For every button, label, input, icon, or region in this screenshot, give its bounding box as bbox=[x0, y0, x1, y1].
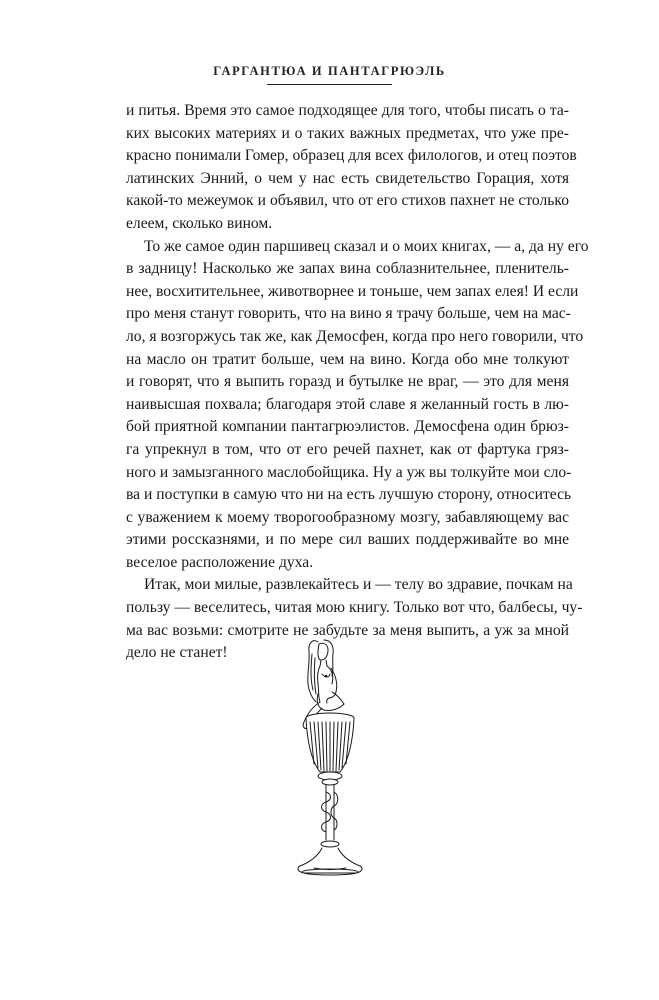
text-line: ких высоких материях и о таких важных предметах, что уже пре- bbox=[126, 124, 569, 142]
body-text bbox=[126, 100, 589, 665]
text-line: ма вас возьми: смотрите не забудьте за меня выпить, а уж за мной bbox=[126, 621, 569, 639]
text-line: ва и поступки в самую что ни на есть лучшую сторону, относитесь bbox=[126, 486, 572, 504]
text-line: про меня станут говорить, что на вино я трачу больше, чем на мас- bbox=[126, 305, 571, 323]
text-line: дело не станет! bbox=[126, 644, 228, 662]
text-line: латинских Энний, о чем у нас есть свидетельство Горация, хотя bbox=[126, 169, 569, 187]
text-line: и говорят, что я выпить горазд и бутылке не враг, — это для меня bbox=[126, 373, 569, 391]
text-line: елеем, сколько вином. bbox=[126, 214, 273, 232]
running-head-rule bbox=[267, 84, 392, 85]
text-line: га упрекнул в том, что от его речей пахнет, как от фартука гряз- bbox=[126, 440, 569, 458]
text-line: ного и замызганного маслобойщика. Ну а уж вы толкуйте мои сло- bbox=[126, 463, 572, 481]
running-head: ГАРГАНТЮА И ПАНТАГРЮЭЛЬ bbox=[213, 64, 446, 78]
text-line: какой-то межеумок и объявил, что от его стихов пахнет не столько bbox=[126, 192, 569, 210]
text-line: То же самое один паршивец сказал и о моих книгах, — а, да ну его bbox=[144, 237, 589, 255]
text-line: Итак, мои милые, развлекайтесь и — телу во здравие, почкам на bbox=[144, 576, 573, 594]
text-line: с уважением к моему творогообразному мозгу, забавляющему вас bbox=[126, 508, 569, 526]
text-line: веселое расположение духа. bbox=[126, 553, 314, 571]
text-line: на масло он тратит больше, чем на вино. Когда обо мне толкуют bbox=[126, 350, 569, 368]
woman-on-goblet-illustration bbox=[274, 632, 384, 882]
text-line: в задницу! Насколько же запах вина соблазнительнее, пленитель- bbox=[126, 260, 569, 278]
paragraph bbox=[126, 100, 577, 236]
text-line: и питья. Время это самое подходящее для того, чтобы писать о та- bbox=[126, 102, 569, 119]
text-line: ло, я возгоржусь так же, как Демосфен, когда про него говорили, что bbox=[126, 327, 584, 345]
text-line: пользу — веселитесь, читая мою книгу. Только вот что, балбесы, чу- bbox=[126, 599, 583, 617]
paragraph bbox=[126, 236, 589, 575]
text-line: наивысшая похвала; благодаря этой славе я желанный гость в лю- bbox=[126, 395, 569, 413]
text-line: бой приятной компании пантагрюэлистов. Демосфена один брюз- bbox=[126, 418, 569, 436]
text-line: красно понимали Гомер, образец для всех филологов, и отец поэтов bbox=[126, 147, 577, 165]
text-line: нее, восхитительнее, животворнее и тоньше, чем запах елея! И если bbox=[126, 282, 579, 300]
text-line: этими россказнями, и по мере сил ваших поддерживайте во мне bbox=[126, 531, 569, 549]
